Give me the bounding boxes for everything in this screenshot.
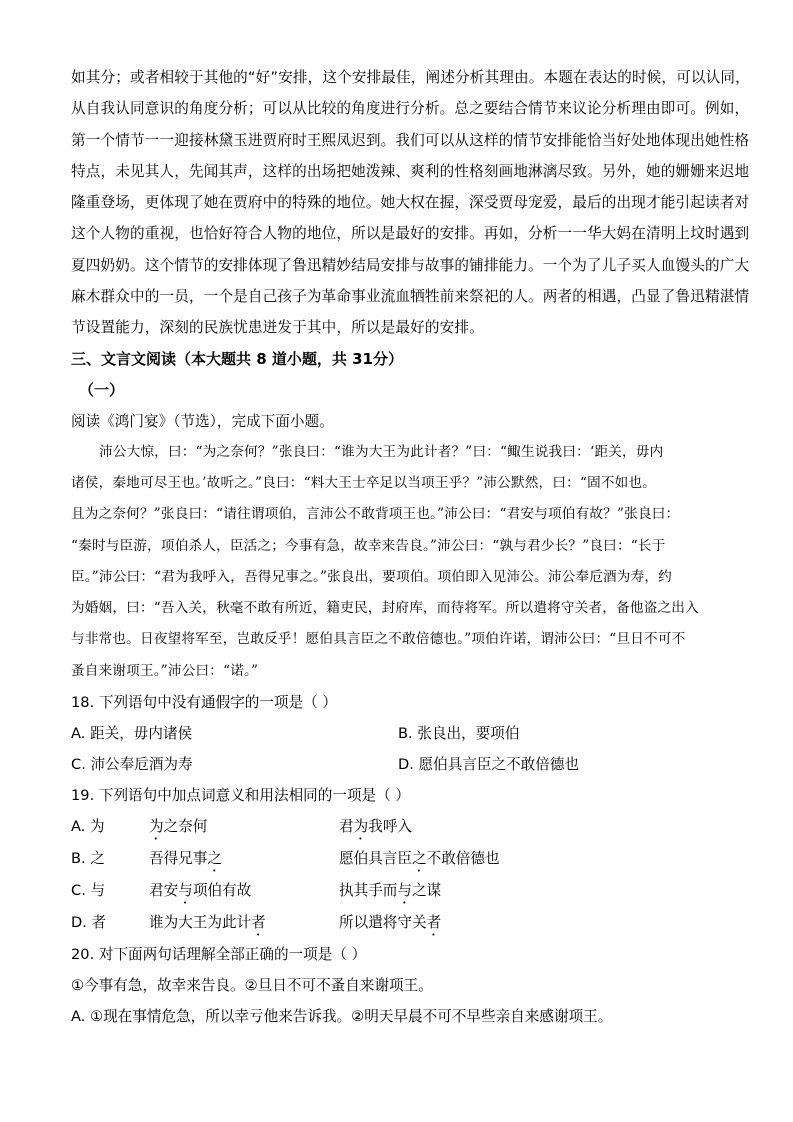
text-line: 麻木群众中的一员，一个是自己孩子为革命事业流血牺牲前来祭祀的人。两者的相遇，凸显了鲁迅精湛情 bbox=[71, 288, 750, 306]
classical-passage bbox=[71, 437, 723, 687]
option-d[interactable]: D. 愿伯具言臣之不敢倍德也 bbox=[398, 756, 580, 774]
passage-line: 为婚姻，曰：“吾入关，秋毫不敢有所近，籍吏民，封府库，而待将军。所以遣将守关者，备他盗之出入 bbox=[71, 600, 699, 617]
sentence-text: 我呼入 bbox=[368, 818, 413, 836]
question-18-stem: 18. 下列语句中没有通假字的一项是（ ） bbox=[71, 694, 337, 712]
sentence-text: 愿伯具言臣 bbox=[339, 850, 412, 868]
option-sentence-1 bbox=[149, 907, 339, 939]
document-page bbox=[71, 62, 750, 1032]
option-a[interactable]: A. ①现在事情危急，所以幸亏他来告诉我。②明天早晨不可不早些亲自来感谢项王。 bbox=[71, 1008, 613, 1026]
option-sentence-2 bbox=[339, 875, 723, 907]
dotted-word: 之 bbox=[411, 850, 427, 868]
question-19-options bbox=[71, 811, 723, 939]
analysis-paragraph bbox=[71, 62, 750, 344]
option-letter[interactable]: D. 者 bbox=[71, 914, 107, 932]
text-line: 特点，未见其人，先闻其声，这样的出场把她泼辣、爽利的性格刻画地淋漓尽致。另外，她的姗姗来迟地 bbox=[71, 162, 750, 180]
dotted-word: 者 bbox=[426, 914, 442, 932]
option-sentence-2 bbox=[339, 843, 723, 875]
sentence-text: 执其手而 bbox=[339, 882, 398, 900]
option-letter[interactable]: A. 为 bbox=[71, 818, 105, 836]
reading-instruction: 阅读《鸿门宴》（节选），完成下面小题。 bbox=[71, 412, 334, 430]
sentence-text: 项伯有故 bbox=[192, 882, 252, 900]
text-line: 如其分；或者相较于其他的“好”安排，这个安排最佳，阐述分析其理由。本题在表达的时候，可以认同， bbox=[71, 69, 750, 86]
option-letter[interactable]: B. 之 bbox=[71, 850, 105, 868]
option-a[interactable]: A. 距关，毋内诸侯 bbox=[71, 725, 193, 743]
sentence-text: 吾得兄事 bbox=[149, 850, 208, 868]
text-line: 这个人物的重视，也恰好符合人物的地位，所以是最好的安排。再如，分析一一华大妈在清明上坟时遇到 bbox=[71, 225, 750, 243]
text-line: 隆重登场，更体现了她在贾府中的特殊的地位。她大权在握，深受贾母宠爱，最后的出现才能引起读者对 bbox=[71, 194, 750, 212]
option-sentence-2 bbox=[339, 907, 723, 939]
question-19-stem: 19. 下列语句中加点词意义和用法相同的一项是（ ） bbox=[71, 787, 410, 805]
option-c[interactable]: C. 沛公奉卮酒为寿 bbox=[71, 756, 193, 774]
sentence-text: 君安 bbox=[149, 882, 179, 900]
passage-line: 且为之奈何？”张良曰：“请往谓项伯，言沛公不敢背项王也。”沛公曰：“君安与项伯有故？”张良曰： bbox=[71, 506, 680, 523]
dotted-word: 与 bbox=[178, 882, 193, 900]
passage-line: 与非常也。日夜望将军至，岂敢反乎！愿伯具言臣之不敢倍德也。”项伯许诺，谓沛公曰：“旦日不可不 bbox=[71, 631, 686, 648]
option-letter[interactable]: C. 与 bbox=[71, 882, 106, 900]
sentence-text: 不敢倍德也 bbox=[426, 850, 500, 868]
sentence-text: 之奈何 bbox=[163, 818, 208, 836]
sentence-text: 君 bbox=[339, 818, 354, 836]
question-20-sentences: ①今事有急，故幸来告良。②旦日不可不蚤自来谢项王。 bbox=[71, 977, 433, 995]
sentence-text: 谁为大王为此计 bbox=[149, 914, 252, 932]
text-line: 节设置能力，深刻的民族忧患迸发于其中，所以是最好的安排。 bbox=[71, 319, 484, 337]
passage-line: 蚤自来谢项王。”沛公曰：“诺。” bbox=[71, 662, 259, 679]
dotted-word: 为 bbox=[353, 818, 369, 836]
dotted-word: 者 bbox=[251, 914, 266, 932]
option-b[interactable]: B. 张良出，要项伯 bbox=[398, 725, 520, 743]
sentence-text: 之谋 bbox=[412, 882, 442, 900]
passage-line: 诸侯，秦地可尽王也。’故听之。”良曰：“料大王士卒足以当项王乎？”沛公默然，曰：“固不如也。 bbox=[71, 474, 657, 491]
dotted-word: 为 bbox=[149, 818, 164, 836]
question-18-options bbox=[71, 718, 723, 780]
option-sentence-1 bbox=[149, 843, 339, 875]
section-subtitle: （一） bbox=[79, 380, 125, 399]
option-sentence-1 bbox=[149, 875, 339, 907]
text-line: 从自我认同意识的角度分析；可以从比较的角度进行分析。总之要结合情节来议论分析理由即可。例如， bbox=[71, 100, 750, 118]
passage-line: 臣。”沛公曰：“君为我呼入，吾得兄事之。”张良出，要项伯。项伯即入见沛公。沛公奉卮酒为寿，约 bbox=[71, 568, 672, 585]
option-sentence-2 bbox=[339, 811, 723, 843]
sentence-text: 所以遣将守关 bbox=[339, 914, 427, 932]
option-sentence-1 bbox=[149, 811, 339, 843]
passage-line: 沛公大惊，曰：“为之奈何？”张良曰：“谁为大王为此计者？”曰：“鲰生说我曰：‘距关，毋内 bbox=[99, 443, 664, 460]
dotted-word: 之 bbox=[207, 850, 222, 868]
section-title: 三、文言文阅读（本大题共 8 道小题，共 31分） bbox=[71, 349, 403, 368]
text-line: 夏四奶奶。这个情节的安排体现了鲁迅精妙结局安排与故事的铺排能力。一个为了儿子买人血馒头的广大 bbox=[71, 256, 750, 274]
question-20-stem: 20. 对下面两句话理解全部正确的一项是（ ） bbox=[71, 946, 367, 964]
dotted-word: 与 bbox=[397, 882, 412, 900]
passage-line: “秦时与臣游，项伯杀人，臣活之；今事有急，故幸来告良。”沛公曰：“孰与君少长？”良曰：“长于 bbox=[71, 537, 666, 554]
text-line: 第一个情节一一迎接林黛玉进贾府时王熙凤迟到。我们可以从这样的情节安排能恰当好处地体现出她性格 bbox=[71, 131, 750, 149]
